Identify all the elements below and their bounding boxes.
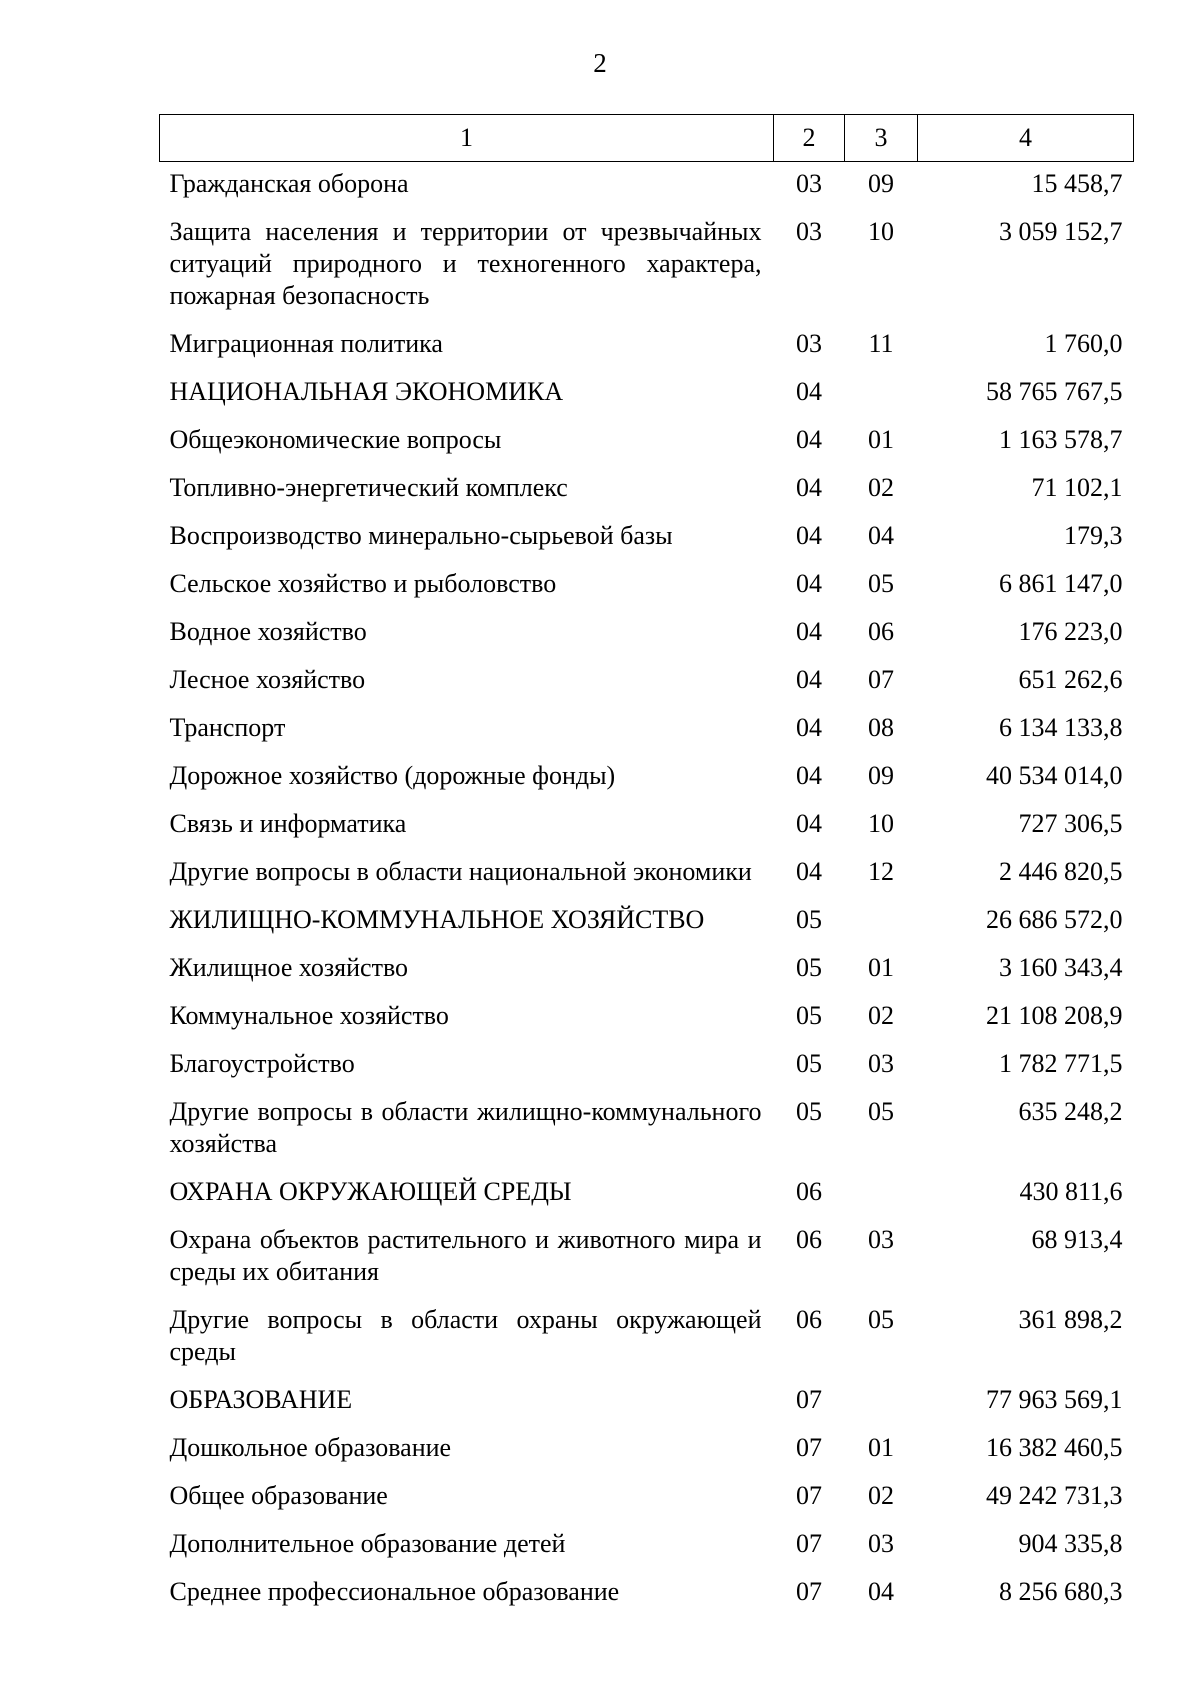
row-subsection-code: 01	[868, 425, 894, 454]
row-name: Другие вопросы в области жилищно-коммунального хозяйства	[169, 1097, 762, 1158]
row-section-code: 04	[796, 473, 822, 502]
row-subsection-code: 01	[868, 953, 894, 982]
row-sum: 40 534 014,0	[986, 761, 1123, 790]
row-name: Дорожное хозяйство (дорожные фонды)	[169, 761, 616, 790]
row-name: Связь и информатика	[169, 809, 407, 838]
row-name: Другие вопросы в области охраны окружающей среды	[169, 1305, 762, 1366]
row-name: Дошкольное образование	[169, 1433, 452, 1462]
row-subsection-code: 10	[868, 809, 894, 838]
row-section-code: 05	[796, 1097, 822, 1126]
row-subsection-code	[845, 1168, 918, 1216]
row-name: Миграционная политика	[169, 329, 443, 358]
row-subsection-code: 05	[868, 1097, 894, 1126]
table-row	[160, 752, 1134, 800]
table-row	[160, 320, 1134, 368]
row-section-code: 03	[796, 329, 822, 358]
row-section-code: 03	[796, 217, 822, 246]
table-row	[160, 1168, 1134, 1216]
row-sum: 1 760,0	[1044, 329, 1123, 358]
row-name: Дополнительное образование детей	[169, 1529, 566, 1558]
row-sum: 1 782 771,5	[999, 1049, 1123, 1078]
row-section-code: 04	[796, 617, 822, 646]
row-section-code: 07	[796, 1433, 822, 1462]
row-subsection-code: 02	[868, 1001, 894, 1030]
row-sum: 8 256 680,3	[999, 1577, 1123, 1606]
row-sum: 21 108 208,9	[986, 1001, 1123, 1030]
header-col-section: 2	[774, 115, 845, 162]
row-sum: 58 765 767,5	[986, 377, 1123, 406]
table-row	[160, 208, 1134, 320]
row-sum: 1 163 578,7	[999, 425, 1123, 454]
row-sum: 2 446 820,5	[999, 857, 1123, 886]
row-sum: 49 242 731,3	[986, 1481, 1123, 1510]
row-subsection-code: 12	[868, 857, 894, 886]
row-name: Топливно-энергетический комплекс	[169, 473, 568, 502]
row-sum: 6 861 147,0	[999, 569, 1123, 598]
row-sum: 361 898,2	[1018, 1305, 1123, 1334]
row-name: Другие вопросы в области национальной экономики	[169, 857, 752, 886]
row-section-code: 05	[796, 1049, 822, 1078]
row-sum: 176 223,0	[1018, 617, 1123, 646]
row-sum: 77 963 569,1	[986, 1385, 1123, 1414]
row-section-code: 06	[796, 1305, 822, 1334]
row-subsection-code: 11	[868, 329, 894, 358]
row-section-code: 07	[796, 1385, 822, 1414]
row-name: Транспорт	[169, 713, 286, 742]
row-subsection-code: 05	[868, 1305, 894, 1334]
row-name: Сельское хозяйство и рыболовство	[169, 569, 557, 598]
row-sum: 727 306,5	[1018, 809, 1123, 838]
table-header	[160, 115, 1134, 162]
row-subsection-code	[845, 368, 918, 416]
row-name: Защита населения и территории от чрезвычайных ситуаций природного и техногенного характера, пожарная безопасность	[169, 217, 762, 310]
row-section-code: 04	[796, 761, 822, 790]
table-row	[160, 162, 1134, 209]
row-subsection-code: 06	[868, 617, 894, 646]
row-sum: 635 248,2	[1018, 1097, 1123, 1126]
table-row	[160, 704, 1134, 752]
row-name: Среднее профессиональное образование	[169, 1577, 620, 1606]
row-subsection-code: 02	[868, 1481, 894, 1510]
table-row	[160, 1520, 1134, 1568]
row-subsection-code: 01	[868, 1433, 894, 1462]
row-subsection-code: 02	[868, 473, 894, 502]
row-section-code: 07	[796, 1481, 822, 1510]
row-name: НАЦИОНАЛЬНАЯ ЭКОНОМИКА	[169, 377, 564, 406]
header-row	[160, 115, 1134, 162]
row-sum: 904 335,8	[1018, 1529, 1123, 1558]
table-row	[160, 1472, 1134, 1520]
table-row	[160, 896, 1134, 944]
row-sum: 71 102,1	[1031, 473, 1123, 502]
row-subsection-code: 09	[868, 169, 894, 198]
row-sum: 16 382 460,5	[986, 1433, 1123, 1462]
table-row	[160, 464, 1134, 512]
budget-table	[159, 114, 1134, 1616]
row-subsection-code: 07	[868, 665, 894, 694]
table-row	[160, 608, 1134, 656]
row-sum: 3 059 152,7	[999, 217, 1123, 246]
row-section-code: 05	[796, 953, 822, 982]
row-sum: 179,3	[1064, 521, 1123, 550]
row-section-code: 04	[796, 569, 822, 598]
row-name: ОХРАНА ОКРУЖАЮЩЕЙ СРЕДЫ	[169, 1177, 572, 1206]
row-section-code: 06	[796, 1177, 822, 1206]
row-section-code: 04	[796, 713, 822, 742]
row-subsection-code: 04	[868, 1577, 894, 1606]
row-section-code: 04	[796, 521, 822, 550]
table-row	[160, 368, 1134, 416]
row-section-code: 05	[796, 1001, 822, 1030]
row-subsection-code: 10	[868, 217, 894, 246]
table-body	[160, 162, 1134, 1617]
row-name: Общеэкономические вопросы	[169, 425, 502, 454]
row-name: Жилищное хозяйство	[169, 953, 409, 982]
row-name: Воспроизводство минерально-сырьевой базы	[169, 521, 673, 550]
row-name: Гражданская оборона	[169, 169, 409, 198]
row-sum: 68 913,4	[1031, 1225, 1123, 1254]
row-section-code: 05	[796, 905, 822, 934]
row-subsection-code: 04	[868, 521, 894, 550]
row-subsection-code: 09	[868, 761, 894, 790]
table-row	[160, 560, 1134, 608]
header-col-subsection: 3	[845, 115, 918, 162]
table-row	[160, 1296, 1134, 1376]
row-section-code: 07	[796, 1529, 822, 1558]
row-subsection-code: 05	[868, 569, 894, 598]
table-row	[160, 416, 1134, 464]
row-section-code: 04	[796, 425, 822, 454]
table-row	[160, 992, 1134, 1040]
table-row	[160, 1040, 1134, 1088]
header-col-name: 1	[160, 115, 774, 162]
row-subsection-code	[845, 896, 918, 944]
row-name: Общее образование	[169, 1481, 388, 1510]
row-name: ЖИЛИЩНО-КОММУНАЛЬНОЕ ХОЗЯЙСТВО	[169, 905, 705, 934]
row-sum: 3 160 343,4	[999, 953, 1123, 982]
row-name: Охрана объектов растительного и животного мира и среды их обитания	[169, 1225, 762, 1286]
table-row	[160, 512, 1134, 560]
table-row	[160, 1216, 1134, 1296]
table-row	[160, 800, 1134, 848]
table-row	[160, 944, 1134, 992]
row-section-code: 04	[796, 377, 822, 406]
row-name: Благоустройство	[169, 1049, 355, 1078]
row-section-code: 04	[796, 857, 822, 886]
row-section-code: 06	[796, 1225, 822, 1254]
table-row	[160, 848, 1134, 896]
table-row	[160, 1424, 1134, 1472]
row-sum: 430 811,6	[1019, 1177, 1123, 1206]
row-section-code: 07	[796, 1577, 822, 1606]
table-row	[160, 1568, 1134, 1616]
row-subsection-code: 03	[868, 1225, 894, 1254]
table-row	[160, 1376, 1134, 1424]
row-sum: 651 262,6	[1018, 665, 1123, 694]
row-subsection-code: 08	[868, 713, 894, 742]
page-number: 2	[593, 48, 607, 78]
row-subsection-code: 03	[868, 1049, 894, 1078]
row-sum: 15 458,7	[1031, 169, 1123, 198]
table-row	[160, 656, 1134, 704]
row-name: ОБРАЗОВАНИЕ	[169, 1385, 353, 1414]
row-name: Лесное хозяйство	[169, 665, 366, 694]
row-name: Коммунальное хозяйство	[169, 1001, 449, 1030]
row-section-code: 03	[796, 169, 822, 198]
table-row	[160, 1088, 1134, 1168]
row-section-code: 04	[796, 809, 822, 838]
row-subsection-code: 03	[868, 1529, 894, 1558]
row-sum: 6 134 133,8	[999, 713, 1123, 742]
row-name: Водное хозяйство	[169, 617, 367, 646]
row-sum: 26 686 572,0	[986, 905, 1123, 934]
row-section-code: 04	[796, 665, 822, 694]
header-col-sum: 4	[918, 115, 1134, 162]
row-subsection-code	[845, 1376, 918, 1424]
